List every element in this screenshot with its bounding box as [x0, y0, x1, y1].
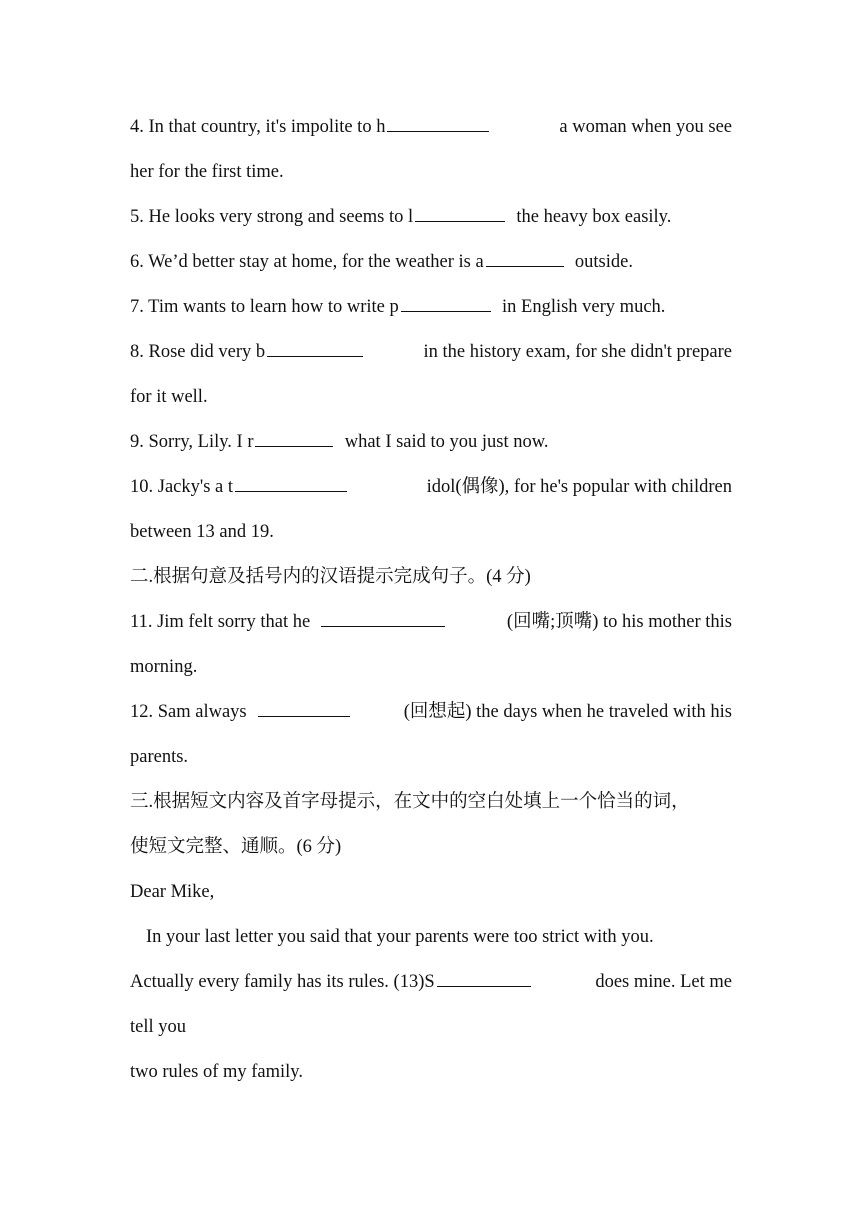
question-4-line-2: her for the first time.	[130, 162, 284, 182]
question-12-text: 12. Sam always	[130, 702, 247, 722]
question-11-line-2: morning.	[130, 657, 198, 677]
question-9	[130, 420, 732, 465]
question-10-line-1	[130, 465, 732, 510]
letter-paragraph-line-4: two rules of my family.	[130, 1062, 303, 1082]
question-4-text-end: a woman when you see	[559, 117, 732, 137]
question-5-text: 5. He looks very strong and seems to l	[130, 207, 414, 227]
question-7-text-end: in English very much.	[502, 297, 666, 317]
section-3-heading-line-2: 使短文完整、通顺。(6 分)	[130, 837, 342, 857]
answer-blank-11[interactable]	[321, 608, 445, 627]
answer-blank-4[interactable]	[387, 113, 489, 132]
question-6-text: 6. We’d better stay at home, for the weather is a	[130, 252, 484, 272]
answer-blank-9[interactable]	[255, 428, 333, 447]
question-10-text-end: idol(偶像), for he's popular with children	[426, 477, 732, 497]
question-4-text: 4. In that country, it's impolite to h	[130, 117, 386, 137]
question-12-line-1	[130, 690, 732, 735]
question-9-text-end: what I said to you just now.	[344, 432, 549, 452]
letter-paragraph-line-1: In your last letter you said that your parents were too strict with you.	[146, 927, 654, 947]
question-8-line-1	[130, 330, 732, 375]
answer-blank-7[interactable]	[401, 293, 491, 312]
question-6-text-end: outside.	[574, 252, 633, 272]
answer-blank-10[interactable]	[235, 473, 347, 492]
letter-text-13: Actually every family has its rules. (13)S	[130, 972, 435, 992]
question-11-text-end: (回嘴;顶嘴) to his mother this	[506, 612, 732, 632]
question-11-line-1	[130, 600, 732, 645]
section-3-heading-line-1: 三.根据短文内容及首字母提示，在文中的空白处填上一个恰当的词，	[130, 792, 690, 812]
letter-paragraph-line-2	[130, 960, 732, 1005]
answer-blank-5[interactable]	[415, 203, 505, 222]
letter-text-13-end: does mine. Let me	[595, 972, 732, 992]
question-10-text: 10. Jacky's a t	[130, 477, 234, 497]
letter-greeting: Dear Mike,	[130, 882, 215, 902]
worksheet-page	[130, 105, 732, 1095]
answer-blank-6[interactable]	[486, 248, 564, 267]
question-7-text: 7. Tim wants to learn how to write p	[130, 297, 399, 317]
question-6	[130, 240, 732, 285]
answer-blank-12[interactable]	[258, 698, 350, 717]
answer-blank-13[interactable]	[437, 968, 531, 987]
question-7	[130, 285, 732, 330]
question-10-line-2: between 13 and 19.	[130, 522, 274, 542]
answer-blank-8[interactable]	[267, 338, 363, 357]
question-8-text: 8. Rose did very b	[130, 342, 266, 362]
question-5	[130, 195, 732, 240]
question-12-text-end: (回想起) the days when he traveled with his	[403, 702, 732, 722]
question-8-line-2: for it well.	[130, 387, 208, 407]
question-5-text-end: the heavy box easily.	[516, 207, 672, 227]
question-4-line-1	[130, 105, 732, 150]
section-2-heading: 二.根据句意及括号内的汉语提示完成句子。(4 分)	[130, 567, 531, 587]
question-12-line-2: parents.	[130, 747, 189, 767]
question-11-text: 11. Jim felt sorry that he	[130, 612, 311, 632]
question-8-text-end: in the history exam, for she didn't prepare	[423, 342, 732, 362]
question-9-text: 9. Sorry, Lily. I r	[130, 432, 254, 452]
letter-paragraph-line-3: tell you	[130, 1017, 187, 1037]
